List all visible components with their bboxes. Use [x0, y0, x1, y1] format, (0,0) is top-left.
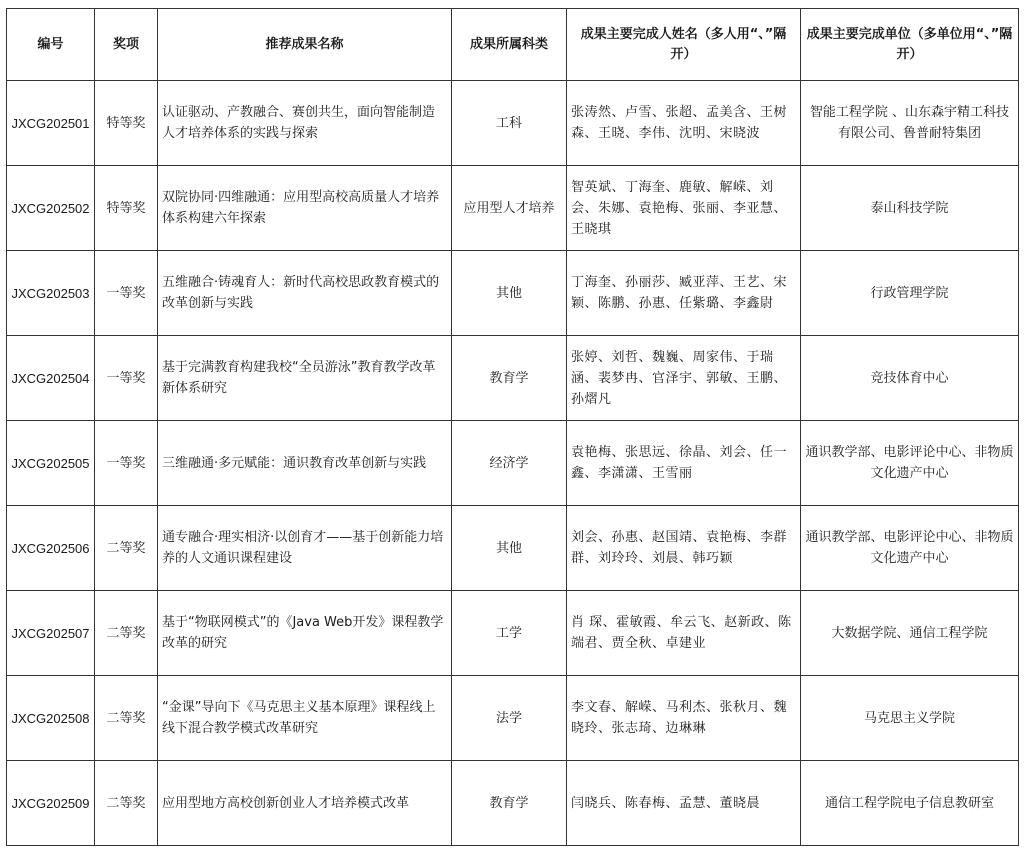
table-row [7, 251, 1019, 336]
table-row [7, 81, 1019, 166]
cell-title: 三维融通·多元赋能：通识教育改革创新与实践 [158, 421, 452, 506]
table-row [7, 761, 1019, 846]
cell-award: 一等奖 [95, 251, 158, 336]
table-row [7, 336, 1019, 421]
cell-code: JXCG202502 [7, 166, 95, 251]
table-body [7, 81, 1019, 846]
cell-title: 通专融合·理实相济·以创育才——基于创新能力培养的人文通识课程建设 [158, 506, 452, 591]
cell-award: 二等奖 [95, 506, 158, 591]
cell-subject: 应用型人才培养 [452, 166, 567, 251]
cell-code: JXCG202509 [7, 761, 95, 846]
cell-award: 一等奖 [95, 421, 158, 506]
cell-unit: 竞技体育中心 [801, 336, 1019, 421]
cell-award: 特等奖 [95, 166, 158, 251]
cell-subject: 教育学 [452, 336, 567, 421]
cell-award: 二等奖 [95, 591, 158, 676]
cell-code: JXCG202507 [7, 591, 95, 676]
cell-title: “金课”导向下《马克思主义基本原理》课程线上线下混合教学模式改革研究 [158, 676, 452, 761]
cell-unit: 泰山科技学院 [801, 166, 1019, 251]
cell-code: JXCG202505 [7, 421, 95, 506]
cell-title: 五维融合·铸魂育人：新时代高校思政教育模式的改革创新与实践 [158, 251, 452, 336]
table-row [7, 676, 1019, 761]
cell-subject: 其他 [452, 506, 567, 591]
cell-title: 基于“物联网模式”的《Java Web开发》课程教学改革的研究 [158, 591, 452, 676]
cell-people: 刘会、孙惠、赵国靖、袁艳梅、李群群、刘玲玲、刘晨、韩巧颖 [567, 506, 801, 591]
cell-title: 双院协同·四维融通：应用型高校高质量人才培养体系构建六年探索 [158, 166, 452, 251]
table-row [7, 421, 1019, 506]
cell-people: 肖 琛、霍敏霞、牟云飞、赵新政、陈端君、贾全秋、卓建业 [567, 591, 801, 676]
cell-unit: 马克思主义学院 [801, 676, 1019, 761]
cell-title: 应用型地方高校创新创业人才培养模式改革 [158, 761, 452, 846]
cell-award: 特等奖 [95, 81, 158, 166]
table-row [7, 166, 1019, 251]
cell-subject: 经济学 [452, 421, 567, 506]
cell-people: 智英斌、丁海奎、鹿敏、解嵘、刘会、朱娜、袁艳梅、张丽、李亚慧、王晓琪 [567, 166, 801, 251]
cell-unit: 通识教学部、电影评论中心、非物质文化遗产中心 [801, 506, 1019, 591]
header-subject: 成果所属科类 [452, 9, 567, 81]
cell-title: 认证驱动、产教融合、赛创共生，面向智能制造人才培养体系的实践与探索 [158, 81, 452, 166]
table-row [7, 591, 1019, 676]
cell-subject: 教育学 [452, 761, 567, 846]
cell-unit: 大数据学院、通信工程学院 [801, 591, 1019, 676]
cell-award: 一等奖 [95, 336, 158, 421]
header-award: 奖项 [95, 9, 158, 81]
cell-people: 张婷、刘哲、魏巍、周家伟、于瑞涵、裴梦冉、官泽宇、郭敏、王鹏、孙熠凡 [567, 336, 801, 421]
header-row [7, 9, 1019, 81]
header-title: 推荐成果名称 [158, 9, 452, 81]
header-code: 编号 [7, 9, 95, 81]
cell-code: JXCG202501 [7, 81, 95, 166]
table-header [7, 9, 1019, 81]
cell-people: 丁海奎、孙丽莎、臧亚萍、王艺、宋颖、陈鹏、孙惠、任紫璐、李鑫尉 [567, 251, 801, 336]
cell-subject: 工学 [452, 591, 567, 676]
table-row [7, 506, 1019, 591]
achievements-table [6, 8, 1019, 846]
cell-people: 闫晓兵、陈春梅、孟慧、董晓晨 [567, 761, 801, 846]
cell-subject: 工科 [452, 81, 567, 166]
cell-code: JXCG202503 [7, 251, 95, 336]
cell-code: JXCG202506 [7, 506, 95, 591]
cell-code: JXCG202508 [7, 676, 95, 761]
cell-unit: 通信工程学院电子信息教研室 [801, 761, 1019, 846]
cell-unit: 通识教学部、电影评论中心、非物质文化遗产中心 [801, 421, 1019, 506]
cell-subject: 法学 [452, 676, 567, 761]
cell-unit: 行政管理学院 [801, 251, 1019, 336]
header-people: 成果主要完成人姓名（多人用“、”隔开） [567, 9, 801, 81]
cell-award: 二等奖 [95, 761, 158, 846]
cell-people: 袁艳梅、张思远、徐晶、刘会、任一鑫、李潇潇、王雪丽 [567, 421, 801, 506]
cell-people: 张涛然、卢雪、张超、孟美含、王树森、王晓、李伟、沈明、宋晓波 [567, 81, 801, 166]
cell-people: 李文春、解嵘、马利杰、张秋月、魏晓玲、张志琦、边琳琳 [567, 676, 801, 761]
cell-code: JXCG202504 [7, 336, 95, 421]
cell-unit: 智能工程学院 、山东森宇精工科技有限公司、鲁普耐特集团 [801, 81, 1019, 166]
cell-title: 基于完满教育构建我校“全员游泳”教育教学改革新体系研究 [158, 336, 452, 421]
cell-subject: 其他 [452, 251, 567, 336]
header-unit: 成果主要完成单位（多单位用“、”隔开） [801, 9, 1019, 81]
cell-award: 二等奖 [95, 676, 158, 761]
